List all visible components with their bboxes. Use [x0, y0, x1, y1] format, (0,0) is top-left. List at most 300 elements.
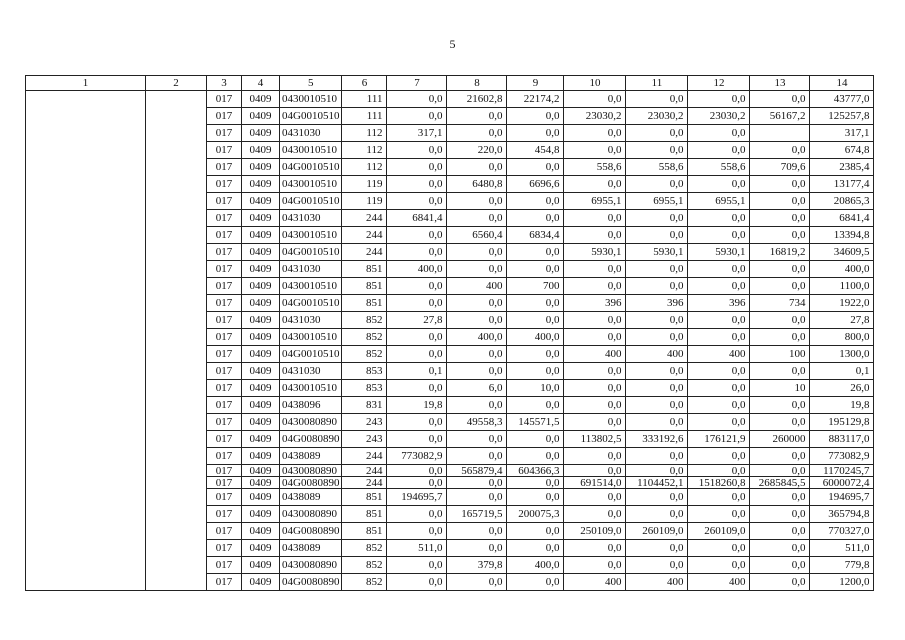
cell-col14: 27,8 [810, 312, 874, 329]
cell-col10: 0,0 [564, 506, 626, 523]
cell-col6: 112 [342, 142, 387, 159]
cell-col4: 0409 [242, 346, 280, 363]
cell-col9: 0,0 [507, 448, 564, 465]
cell-col8: 0,0 [447, 244, 507, 261]
cell-col6: 851 [342, 489, 387, 506]
header-cell-col6: 6 [342, 76, 387, 91]
cell-col12: 0,0 [688, 414, 750, 431]
cell-col7: 0,0 [387, 108, 447, 125]
cell-col4: 0409 [242, 465, 280, 477]
cell-col3: 017 [207, 557, 242, 574]
cell-col12: 0,0 [688, 465, 750, 477]
cell-col13: 709,6 [750, 159, 810, 176]
cell-col13: 0,0 [750, 540, 810, 557]
cell-col8: 0,0 [447, 489, 507, 506]
cell-col5: 0438089 [280, 448, 342, 465]
cell-col9: 200075,3 [507, 506, 564, 523]
cell-col9: 0,0 [507, 431, 564, 448]
cell-col7: 0,0 [387, 193, 447, 210]
cell-col11: 0,0 [626, 540, 688, 557]
cell-col10: 0,0 [564, 278, 626, 295]
cell-col7: 0,0 [387, 91, 447, 108]
cell-col9: 0,0 [507, 210, 564, 227]
cell-col9: 145571,5 [507, 414, 564, 431]
cell-col6: 244 [342, 465, 387, 477]
cell-col13: 10 [750, 380, 810, 397]
cell-col6: 244 [342, 448, 387, 465]
cell-col3: 017 [207, 329, 242, 346]
cell-col14: 674,8 [810, 142, 874, 159]
cell-col13 [750, 125, 810, 142]
cell-col5: 0430080890 [280, 414, 342, 431]
cell-col12: 0,0 [688, 489, 750, 506]
cell-col13: 0,0 [750, 489, 810, 506]
cell-col4: 0409 [242, 363, 280, 380]
cell-col3: 017 [207, 489, 242, 506]
cell-col12: 0,0 [688, 380, 750, 397]
cell-col3: 017 [207, 312, 242, 329]
cell-col3: 017 [207, 380, 242, 397]
cell-col4: 0409 [242, 448, 280, 465]
cell-col5: 04G0010510 [280, 244, 342, 261]
cell-col13: 0,0 [750, 448, 810, 465]
cell-col8: 21602,8 [447, 91, 507, 108]
cell-col7: 0,0 [387, 574, 447, 591]
cell-col14: 1200,0 [810, 574, 874, 591]
cell-col11: 0,0 [626, 227, 688, 244]
cell-col3: 017 [207, 142, 242, 159]
cell-col14: 195129,8 [810, 414, 874, 431]
cell-col8: 400,0 [447, 329, 507, 346]
cell-col10: 0,0 [564, 414, 626, 431]
cell-col13: 0,0 [750, 574, 810, 591]
cell-col7: 0,0 [387, 142, 447, 159]
cell-col13: 0,0 [750, 278, 810, 295]
cell-col9: 454,8 [507, 142, 564, 159]
cell-col9: 0,0 [507, 261, 564, 278]
cell-col5: 0430010510 [280, 380, 342, 397]
cell-col14: 13177,4 [810, 176, 874, 193]
cell-col10: 396 [564, 295, 626, 312]
cell-col14: 511,0 [810, 540, 874, 557]
cell-col9: 400,0 [507, 557, 564, 574]
cell-col3: 017 [207, 278, 242, 295]
cell-col11: 558,6 [626, 159, 688, 176]
cell-col4: 0409 [242, 193, 280, 210]
cell-col12: 5930,1 [688, 244, 750, 261]
cell-col5: 0430010510 [280, 91, 342, 108]
cell-col12: 0,0 [688, 397, 750, 414]
cell-col3: 017 [207, 176, 242, 193]
cell-col7: 0,0 [387, 295, 447, 312]
cell-col5: 04G0080890 [280, 523, 342, 540]
cell-col4: 0409 [242, 431, 280, 448]
cell-col12: 0,0 [688, 278, 750, 295]
cell-col3: 017 [207, 431, 242, 448]
cell-col12: 176121,9 [688, 431, 750, 448]
cell-col8: 0,0 [447, 397, 507, 414]
cell-col7: 0,0 [387, 346, 447, 363]
cell-col10: 0,0 [564, 261, 626, 278]
cell-col12: 0,0 [688, 142, 750, 159]
cell-col13: 56167,2 [750, 108, 810, 125]
cell-col7: 0,0 [387, 557, 447, 574]
cell-col11: 0,0 [626, 557, 688, 574]
cell-col8: 0,0 [447, 448, 507, 465]
cell-col3: 017 [207, 448, 242, 465]
cell-col14: 125257,8 [810, 108, 874, 125]
cell-col11: 0,0 [626, 278, 688, 295]
cell-col9: 0,0 [507, 489, 564, 506]
cell-col6: 851 [342, 523, 387, 540]
cell-col9: 0,0 [507, 193, 564, 210]
cell-col5: 0430010510 [280, 329, 342, 346]
cell-col11: 0,0 [626, 465, 688, 477]
cell-col6: 119 [342, 193, 387, 210]
cell-col10: 0,0 [564, 489, 626, 506]
cell-col7: 194695,7 [387, 489, 447, 506]
header-cell-col2: 2 [146, 76, 207, 91]
cell-col8: 0,0 [447, 295, 507, 312]
cell-col4: 0409 [242, 557, 280, 574]
cell-col11: 0,0 [626, 261, 688, 278]
cell-col4: 0409 [242, 91, 280, 108]
cell-col13: 0,0 [750, 210, 810, 227]
cell-col8: 165719,5 [447, 506, 507, 523]
cell-col4: 0409 [242, 489, 280, 506]
cell-col5: 0430010510 [280, 142, 342, 159]
cell-col7: 6841,4 [387, 210, 447, 227]
cell-col4: 0409 [242, 523, 280, 540]
cell-col6: 851 [342, 506, 387, 523]
cell-col3: 017 [207, 363, 242, 380]
header-cell-col1: 1 [26, 76, 146, 91]
cell-col11: 400 [626, 574, 688, 591]
cell-col13: 0,0 [750, 91, 810, 108]
cell-col11: 0,0 [626, 329, 688, 346]
cell-col7: 0,0 [387, 227, 447, 244]
cell-col9: 6696,6 [507, 176, 564, 193]
cell-col4: 0409 [242, 261, 280, 278]
cell-col13: 0,0 [750, 397, 810, 414]
cell-col8: 0,0 [447, 193, 507, 210]
cell-col9: 0,0 [507, 363, 564, 380]
cell-col10: 0,0 [564, 210, 626, 227]
cell-col4: 0409 [242, 295, 280, 312]
cell-col7: 317,1 [387, 125, 447, 142]
cell-col5: 0438089 [280, 540, 342, 557]
header-cell-col4: 4 [242, 76, 280, 91]
cell-col9: 0,0 [507, 244, 564, 261]
cell-col10: 113802,5 [564, 431, 626, 448]
cell-col4: 0409 [242, 312, 280, 329]
cell-col9: 0,0 [507, 574, 564, 591]
cell-col14: 34609,5 [810, 244, 874, 261]
cell-col10: 691514,0 [564, 477, 626, 489]
cell-col4: 0409 [242, 244, 280, 261]
header-cell-col13: 13 [750, 76, 810, 91]
cell-col5: 0430080890 [280, 557, 342, 574]
cell-col3: 017 [207, 465, 242, 477]
cell-col3: 017 [207, 477, 242, 489]
cell-col6: 244 [342, 477, 387, 489]
cell-col8: 6480,8 [447, 176, 507, 193]
cell-col4: 0409 [242, 278, 280, 295]
cell-col5: 0431030 [280, 210, 342, 227]
cell-col7: 19,8 [387, 397, 447, 414]
header-cell-col8: 8 [447, 76, 507, 91]
cell-col3: 017 [207, 261, 242, 278]
cell-col5: 04G0010510 [280, 295, 342, 312]
cell-col7: 0,0 [387, 414, 447, 431]
cell-col13: 100 [750, 346, 810, 363]
cell-col13: 0,0 [750, 465, 810, 477]
cell-col3: 017 [207, 346, 242, 363]
cell-col7: 511,0 [387, 540, 447, 557]
cell-col8: 0,0 [447, 159, 507, 176]
cell-col6: 851 [342, 261, 387, 278]
cell-col5: 0438096 [280, 397, 342, 414]
cell-col11: 0,0 [626, 91, 688, 108]
cell-col5: 0430010510 [280, 227, 342, 244]
cell-col7: 0,0 [387, 329, 447, 346]
cell-col4: 0409 [242, 574, 280, 591]
cell-col4: 0409 [242, 159, 280, 176]
cell-col6: 853 [342, 363, 387, 380]
cell-col11: 0,0 [626, 448, 688, 465]
cell-col7: 0,0 [387, 506, 447, 523]
cell-col5: 04G0010510 [280, 108, 342, 125]
budget-table [25, 75, 874, 591]
cell-col8: 400 [447, 278, 507, 295]
cell-col7: 0,0 [387, 380, 447, 397]
cell-col6: 851 [342, 295, 387, 312]
cell-col14: 883117,0 [810, 431, 874, 448]
cell-col12: 0,0 [688, 125, 750, 142]
cell-col3: 017 [207, 295, 242, 312]
col2-merged-blank-cell [146, 91, 207, 591]
cell-col5: 04G0080890 [280, 574, 342, 591]
cell-col3: 017 [207, 506, 242, 523]
cell-col10: 400 [564, 574, 626, 591]
cell-col7: 0,0 [387, 176, 447, 193]
cell-col4: 0409 [242, 540, 280, 557]
cell-col5: 0430010510 [280, 176, 342, 193]
cell-col6: 112 [342, 159, 387, 176]
cell-col12: 396 [688, 295, 750, 312]
cell-col10: 0,0 [564, 465, 626, 477]
cell-col12: 0,0 [688, 176, 750, 193]
cell-col13: 0,0 [750, 176, 810, 193]
cell-col14: 365794,8 [810, 506, 874, 523]
cell-col12: 0,0 [688, 210, 750, 227]
cell-col8: 49558,3 [447, 414, 507, 431]
cell-col5: 0431030 [280, 312, 342, 329]
header-cell-col14: 14 [810, 76, 874, 91]
cell-col7: 0,0 [387, 477, 447, 489]
cell-col13: 2685845,5 [750, 477, 810, 489]
cell-col8: 0,0 [447, 363, 507, 380]
cell-col13: 0,0 [750, 142, 810, 159]
cell-col6: 243 [342, 414, 387, 431]
cell-col11: 396 [626, 295, 688, 312]
header-row [26, 76, 874, 91]
cell-col4: 0409 [242, 125, 280, 142]
cell-col10: 0,0 [564, 329, 626, 346]
cell-col14: 26,0 [810, 380, 874, 397]
cell-col3: 017 [207, 540, 242, 557]
cell-col14: 773082,9 [810, 448, 874, 465]
cell-col6: 243 [342, 431, 387, 448]
cell-col11: 0,0 [626, 363, 688, 380]
cell-col14: 317,1 [810, 125, 874, 142]
cell-col6: 244 [342, 227, 387, 244]
cell-col3: 017 [207, 210, 242, 227]
cell-col12: 0,0 [688, 329, 750, 346]
cell-col6: 111 [342, 91, 387, 108]
header-cell-col12: 12 [688, 76, 750, 91]
cell-col7: 773082,9 [387, 448, 447, 465]
cell-col13: 260000 [750, 431, 810, 448]
cell-col11: 0,0 [626, 176, 688, 193]
cell-col6: 853 [342, 380, 387, 397]
cell-col8: 220,0 [447, 142, 507, 159]
cell-col14: 6000072,4 [810, 477, 874, 489]
cell-col4: 0409 [242, 477, 280, 489]
cell-col8: 0,0 [447, 477, 507, 489]
table-header [26, 76, 874, 91]
cell-col9: 10,0 [507, 380, 564, 397]
cell-col14: 1170245,7 [810, 465, 874, 477]
cell-col6: 831 [342, 397, 387, 414]
cell-col8: 6560,4 [447, 227, 507, 244]
cell-col7: 0,0 [387, 523, 447, 540]
cell-col10: 6955,1 [564, 193, 626, 210]
cell-col6: 852 [342, 346, 387, 363]
cell-col5: 0431030 [280, 125, 342, 142]
cell-col3: 017 [207, 227, 242, 244]
cell-col13: 0,0 [750, 523, 810, 540]
cell-col6: 111 [342, 108, 387, 125]
cell-col5: 0430080890 [280, 465, 342, 477]
cell-col9: 700 [507, 278, 564, 295]
cell-col7: 0,0 [387, 244, 447, 261]
cell-col10: 0,0 [564, 448, 626, 465]
cell-col7: 0,0 [387, 465, 447, 477]
cell-col5: 0430080890 [280, 506, 342, 523]
cell-col12: 400 [688, 346, 750, 363]
cell-col10: 23030,2 [564, 108, 626, 125]
cell-col5: 04G0080890 [280, 431, 342, 448]
cell-col10: 0,0 [564, 125, 626, 142]
cell-col12: 0,0 [688, 227, 750, 244]
cell-col4: 0409 [242, 210, 280, 227]
cell-col9: 0,0 [507, 125, 564, 142]
cell-col8: 0,0 [447, 108, 507, 125]
cell-col8: 0,0 [447, 523, 507, 540]
cell-col3: 017 [207, 414, 242, 431]
cell-col4: 0409 [242, 176, 280, 193]
cell-col9: 0,0 [507, 397, 564, 414]
cell-col13: 0,0 [750, 193, 810, 210]
header-cell-col7: 7 [387, 76, 447, 91]
header-cell-col5: 5 [280, 76, 342, 91]
header-cell-col3: 3 [207, 76, 242, 91]
cell-col11: 333192,6 [626, 431, 688, 448]
cell-col12: 0,0 [688, 312, 750, 329]
cell-col10: 0,0 [564, 557, 626, 574]
cell-col3: 017 [207, 125, 242, 142]
cell-col13: 16819,2 [750, 244, 810, 261]
cell-col14: 800,0 [810, 329, 874, 346]
table-body [26, 91, 874, 591]
cell-col8: 0,0 [447, 210, 507, 227]
cell-col8: 0,0 [447, 540, 507, 557]
cell-col4: 0409 [242, 397, 280, 414]
cell-col12: 0,0 [688, 540, 750, 557]
cell-col11: 260109,0 [626, 523, 688, 540]
cell-col7: 400,0 [387, 261, 447, 278]
cell-col8: 6,0 [447, 380, 507, 397]
cell-col11: 1104452,1 [626, 477, 688, 489]
cell-col11: 0,0 [626, 489, 688, 506]
cell-col8: 379,8 [447, 557, 507, 574]
cell-col14: 13394,8 [810, 227, 874, 244]
cell-col14: 770327,0 [810, 523, 874, 540]
cell-col3: 017 [207, 193, 242, 210]
cell-col14: 19,8 [810, 397, 874, 414]
cell-col11: 0,0 [626, 142, 688, 159]
cell-col11: 0,0 [626, 380, 688, 397]
cell-col10: 0,0 [564, 142, 626, 159]
cell-col3: 017 [207, 397, 242, 414]
cell-col5: 0430010510 [280, 278, 342, 295]
cell-col14: 6841,4 [810, 210, 874, 227]
cell-col8: 565879,4 [447, 465, 507, 477]
cell-col9: 400,0 [507, 329, 564, 346]
cell-col11: 0,0 [626, 397, 688, 414]
cell-col7: 0,0 [387, 159, 447, 176]
cell-col6: 852 [342, 557, 387, 574]
cell-col13: 0,0 [750, 363, 810, 380]
cell-col10: 0,0 [564, 227, 626, 244]
cell-col12: 1518260,8 [688, 477, 750, 489]
cell-col13: 734 [750, 295, 810, 312]
cell-col10: 0,0 [564, 176, 626, 193]
cell-col11: 400 [626, 346, 688, 363]
cell-col3: 017 [207, 244, 242, 261]
cell-col5: 0438089 [280, 489, 342, 506]
cell-col4: 0409 [242, 414, 280, 431]
cell-col14: 43777,0 [810, 91, 874, 108]
cell-col6: 851 [342, 278, 387, 295]
cell-col7: 0,0 [387, 431, 447, 448]
cell-col13: 0,0 [750, 557, 810, 574]
cell-col13: 0,0 [750, 312, 810, 329]
cell-col4: 0409 [242, 108, 280, 125]
cell-col6: 852 [342, 540, 387, 557]
cell-col9: 0,0 [507, 159, 564, 176]
cell-col14: 0,1 [810, 363, 874, 380]
cell-col14: 20865,3 [810, 193, 874, 210]
cell-col9: 0,0 [507, 295, 564, 312]
header-cell-col9: 9 [507, 76, 564, 91]
cell-col9: 0,0 [507, 477, 564, 489]
cell-col4: 0409 [242, 506, 280, 523]
cell-col11: 0,0 [626, 414, 688, 431]
cell-col12: 0,0 [688, 506, 750, 523]
cell-col9: 604366,3 [507, 465, 564, 477]
